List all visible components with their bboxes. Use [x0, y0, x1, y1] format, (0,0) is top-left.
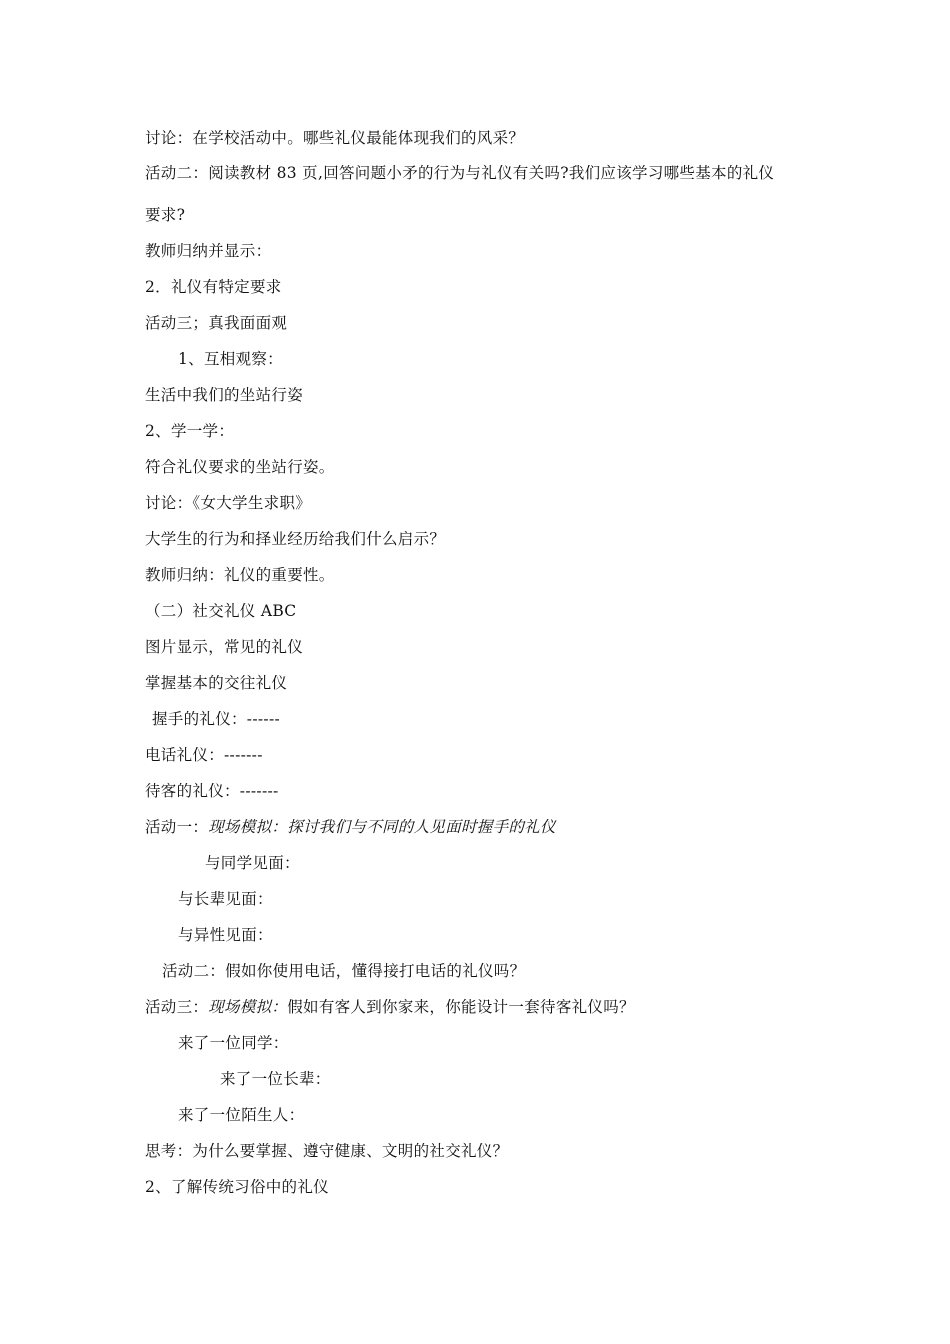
visitor-stranger: 来了一位陌生人： [178, 1106, 305, 1124]
meet-elder: 与长辈见面： [178, 890, 273, 908]
handshake-etiquette: 握手的礼仪：------ [152, 710, 281, 728]
section-heading-etiquette-requirements: 2．礼仪有特定要求 [145, 278, 282, 296]
learn-section: 2、学一学： [145, 422, 235, 440]
student-behavior-question: 大学生的行为和择业经历给我们什么启示？ [145, 530, 446, 548]
activity-one-simulation [145, 817, 556, 837]
basic-etiquette: 掌握基本的交往礼仪 [145, 674, 288, 692]
picture-display: 图片显示，常见的礼仪 [145, 638, 304, 656]
activity-three-simulation [145, 997, 635, 1017]
activity-three-rest: 假如有客人到你家来，你能设计一套待客礼仪吗？ [287, 998, 635, 1016]
activity-two-reading: 活动二：阅读教材 83 页,回答问题小矛的行为与礼仪有关吗?我们应该学习哪些基本的礼仪 [145, 164, 775, 182]
section-heading-social-etiquette: （二）社交礼仪 ABC [145, 602, 297, 620]
teacher-summary-importance: 教师归纳：礼仪的重要性。 [145, 566, 335, 584]
meet-classmate: 与同学见面： [205, 854, 300, 872]
discussion-school-activities: 讨论：在学校活动中。哪些礼仪最能体现我们的风采？ [145, 129, 525, 147]
guest-etiquette: 待客的礼仪：------- [145, 782, 279, 800]
mutual-observation: 1、互相观察： [178, 350, 283, 368]
discussion-job-seeking: 讨论：《女大学生求职》 [145, 494, 312, 512]
activity-one-label: 活动一： [145, 818, 209, 836]
teacher-summary-display: 教师归纳并显示： [145, 242, 272, 260]
activity-two-phone: 活动二：假如你使用电话，懂得接打电话的礼仪吗？ [162, 962, 526, 980]
visitor-classmate: 来了一位同学： [178, 1034, 289, 1052]
proper-posture: 符合礼仪要求的坐站行姿。 [145, 458, 335, 476]
section-heading-traditional-customs: 2、了解传统习俗中的礼仪 [145, 1178, 329, 1196]
reflection-question: 思考：为什么要掌握、遵守健康、文明的社交礼仪？ [145, 1142, 509, 1160]
activity-three-heading: 活动三；真我面面观 [145, 314, 288, 332]
activity-three-italic-text: 现场模拟： [208, 998, 288, 1016]
visitor-elder: 来了一位长辈： [220, 1070, 331, 1088]
activity-three-label: 活动三： [145, 998, 209, 1016]
activity-one-italic-text: 现场模拟：探讨我们与不同的人见面时握手的礼仪 [208, 818, 556, 836]
activity-two-reading-cont: 要求? [145, 206, 186, 224]
phone-etiquette: 电话礼仪：------- [145, 746, 263, 764]
meet-opposite-sex: 与异性见面： [178, 926, 273, 944]
posture-in-life: 生活中我们的坐站行姿 [145, 386, 304, 404]
